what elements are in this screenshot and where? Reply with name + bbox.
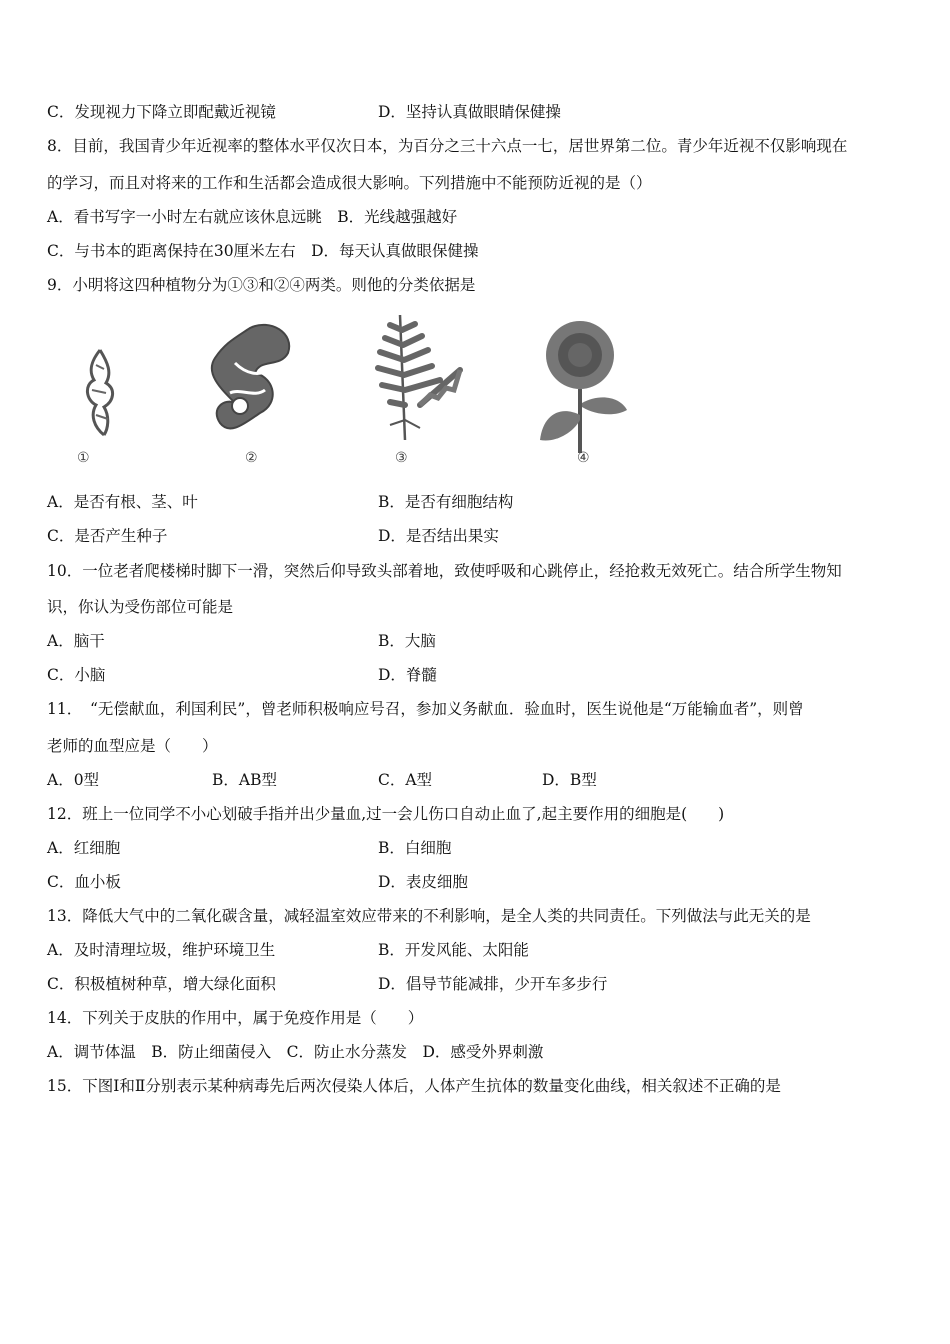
plant-2-algae-image <box>200 318 300 443</box>
plant-figure <box>55 310 675 475</box>
q9-option-c: C．是否产生种子 <box>47 527 168 545</box>
q8-stem-line2: 的学习，而且对将来的工作和生活都会造成很大影响。下列措施中不能预防近视的是（） <box>47 174 652 192</box>
q10-option-a: A．脑干 <box>47 632 105 650</box>
plant-4-sunflower-image <box>535 315 635 455</box>
q13-option-b: B．开发风能、太阳能 <box>378 941 529 959</box>
q9-option-d: D．是否结出果实 <box>378 527 499 545</box>
plant-3-label: ③ <box>395 450 408 466</box>
q7-option-c: C．发现视力下降立即配戴近视镜 <box>47 103 276 121</box>
q10-option-d: D．脊髓 <box>378 666 437 684</box>
plant-3-fern-image <box>360 310 470 445</box>
q7-option-d: D．坚持认真做眼睛保健操 <box>378 103 561 121</box>
q11-stem-line1: 11． “无偿献血，利国利民”，曾老师积极响应号召，参加义务献血．验血时，医生说他是“万能输血者”，则曾 <box>47 700 804 718</box>
q10-stem-line2: 识，你认为受伤部位可能是 <box>47 598 234 616</box>
q13-option-c: C．积极植树种草，增大绿化面积 <box>47 975 276 993</box>
q11-stem-line2: 老师的血型应是（ ） <box>47 737 218 755</box>
q15-stem: 15．下图Ⅰ和Ⅱ分别表示某种病毒先后两次侵染人体后，人体产生抗体的数量变化曲线，相关叙述不正确的是 <box>47 1077 781 1095</box>
q12-option-d: D．表皮细胞 <box>378 873 468 891</box>
q12-stem: 12．班上一位同学不小心划破手指并出少量血,过一会儿伤口自动止血了,起主要作用的细胞是( ) <box>47 805 725 823</box>
q9-stem: 9．小明将这四种植物分为①③和②④两类。则他的分类依据是 <box>47 276 476 294</box>
q10-option-c: C．小脑 <box>47 666 106 684</box>
plant-2-label: ② <box>245 450 258 466</box>
q8-stem-line1: 8．目前，我国青少年近视率的整体水平仅次日本，为百分之三十六点一七，居世界第二位。青少年近视不仅影响现在 <box>47 137 848 155</box>
plant-4-label: ④ <box>577 450 590 466</box>
q8-options-cd: C．与书本的距离保持在30厘米左右 D．每天认真做眼保健操 <box>47 242 479 260</box>
q11-option-a: A．0型 <box>47 771 100 789</box>
q11-option-b: B．AB型 <box>212 771 277 789</box>
q11-option-c: C．A型 <box>378 771 433 789</box>
q10-option-b: B．大脑 <box>378 632 436 650</box>
q11-option-d: D．B型 <box>542 771 597 789</box>
q13-option-d: D．倡导节能减排，少开车多步行 <box>378 975 608 993</box>
q8-options-ab: A．看书写字一小时左右就应该休息远眺 B．光线越强越好 <box>47 208 458 226</box>
q12-option-b: B．白细胞 <box>378 839 452 857</box>
q13-option-a: A．及时清理垃圾，维护环境卫生 <box>47 941 276 959</box>
q10-stem-line1: 10．一位老者爬楼梯时脚下一滑，突然后仰导致头部着地，致使呼吸和心跳停止，经抢救无效死亡。结合所学生物知 <box>47 562 842 580</box>
q13-stem: 13．降低大气中的二氧化碳含量，减轻温室效应带来的不利影响，是全人类的共同责任。下列做法与此无关的是 <box>47 907 811 925</box>
q14-options: A．调节体温 B．防止细菌侵入 C．防止水分蒸发 D．感受外界刺激 <box>47 1043 544 1061</box>
q12-option-a: A．红细胞 <box>47 839 121 857</box>
q9-option-a: A．是否有根、茎、叶 <box>47 493 198 511</box>
q14-stem: 14．下列关于皮肤的作用中，属于免疫作用是（ ） <box>47 1009 424 1027</box>
plant-1-label: ① <box>77 450 90 466</box>
plant-1-moss-image <box>70 345 130 440</box>
q9-option-b: B．是否有细胞结构 <box>378 493 514 511</box>
q12-option-c: C．血小板 <box>47 873 121 891</box>
